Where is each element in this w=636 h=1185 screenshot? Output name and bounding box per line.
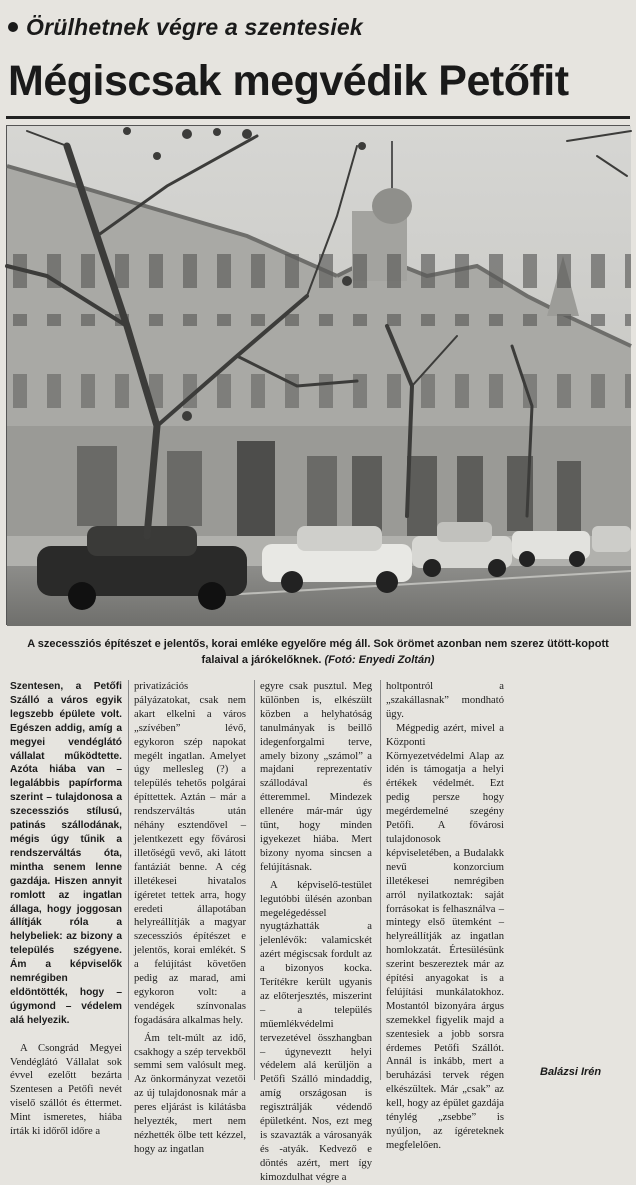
bullet-icon [8,22,18,32]
column-1 [10,680,122,1138]
headline-rule [6,116,630,119]
column-2 [134,680,246,1155]
paragraph: A Csongrád Megyei Vendéglátó Vállalat sok évvel ezelőtt bezárta Szentesen a Petőfi nevét viselő szállót és éttermet. Mint ismeretes, hiába írták ki időről időre a [10,1042,122,1138]
caption-credit: (Fotó: Enyedi Zoltán) [324,654,435,666]
article-body [8,680,628,1183]
column-separator [254,680,255,1080]
column-3 [260,680,372,1183]
paragraph: A képviselő-testület legutóbbi ülésén azonban megelégedéssel nyugtázhatták a jelenlévők: valamicskét azért mégiscsak fordult az a bizonyos kocka. Terítékre került ugyanis az előterjesztés, miszerint – a település műemlékvédelmi tervezetével összhangban – úgyneveztt helyi védelem alá kerüljön a Petőfi Szálló mindaddig, amíg országosan is regisztrálják védendő épületként. Nos, ezt meg is szavazták a városanyák és -atyák. Kedvező e döntés azért, mert így kimozdulhat végre a [260,879,372,1183]
paragraph: Mégpedig azért, mivel a Központi Környezetvédelmi Alap az idén is támogatja a helyi értékek védelmét. Ezt pedig persze hogy megérdemelné szegény Petőfi. A fővárosi tulajdonosok képviseletében, a Budalakk nevű konzorcium illetékesei nemrégiben arról nyilatkoztak: saját forrásokat is felhasználva – mintegy első ütemként – helyreállítják az ingatlan homlokzatát. Értesülésünk szerint beszereztek már az építési anyagokat is a felújítási munkálatokhoz. Mostantól bizonyára árgus szemekkel figyelik majd a szentesiek a jobb sorsra érdemes Petőfi Szállót. Annál is inkább, mert a beruházási tervek régen elkészültek. Már „csak” az kell, hogy az épület gazdája ténylég „zsebbe” is nyúljon, az ígéreteknek megfelelően. [386,722,504,1151]
article-headline: Mégiscsak megvédik Petőfit [8,57,569,105]
paragraph: privatizációs pályázatokat, csak nem akart elkelni a város „szívében” lévő, egykoron szép napokat megélt ingatlan. Amelyet úgy mellesleg (?) a település tehetős polgárai építtettek. Aztán – már a rendszerváltás után néhány esztendővel – jelentkezett egy fővárosi illetőségű vevő, aki látott fantáziát benne. A cég illetékesei hivatalos ígéretet tettek arra, hogy eredeti állapotában helyreállítják a magyar szecessziós építészet e jelentős, korai emlékét. S a felújítást követően pedig az marad, ami egykoron volt: a vendégek színvonalas fogadására alkalmas hely. [134,681,246,1026]
paragraph: Ám telt-múlt az idő, csakhogy a szép tervekből semmi sem valósult meg. Az önkormányzat vezetői az új tulajdonosnak már a peres eljárást is kilátásba helyezték, mert nem nézhették ölbe tett kézzel, hogy az ingatlan [134,1032,246,1155]
column-4 [386,680,504,1151]
caption-text: A szecessziós építészet e jelentős, korai emléke egyelőre még áll. Sok örömet azonban nem szerez ütött-kopott falaival a járókelőknek. [27,638,609,666]
article-kicker [8,14,628,41]
column-separator [128,680,129,1080]
kicker-text: Örülhetnek végre a szentesiek [26,14,363,40]
column-separator [380,680,381,1080]
paragraph: holtpontról a „szakállasnak” mondható ügy. [386,681,504,720]
paragraph: egyre csak pusztul. Meg különben is, elkészült közben a helyhatóság tanulmányak is beillő idegenforgalmi terve, amely bizony „számol” a majdani reprezentatív szállodával és étteremmel. Mindezek ellenére már-már úgy tűnt, hogy minden igyekezet hiába. Mert bizony nyoma sincsen a felújításnak. [260,681,372,873]
photo-caption [10,636,626,668]
lead-paragraph: Szentesen, a Petőfi Szálló a város egyik legszebb épülete volt. Egészen addig, amíg a megyei vendéglátó vállalat működtette. Azóta hiába van – legalábbis papírforma szerint – tulajdonosa a szecessziós stílusú, patinás szállodának, mégis úgy tűnik a rendszerváltás óta, mintha senem lenne gazdája. Hiszen annyit romlott az ingatlan állaga, hogy joggosan állítják róla a helybeliek: az bizony a település szégyene. Ám a képviselők nemrégiben eldöntötték, hogy – úgymond – védelem alá helyezik. [10,681,122,1026]
photo-hotel-building [6,125,630,625]
article-author: Balázsi Irén [540,1066,602,1078]
